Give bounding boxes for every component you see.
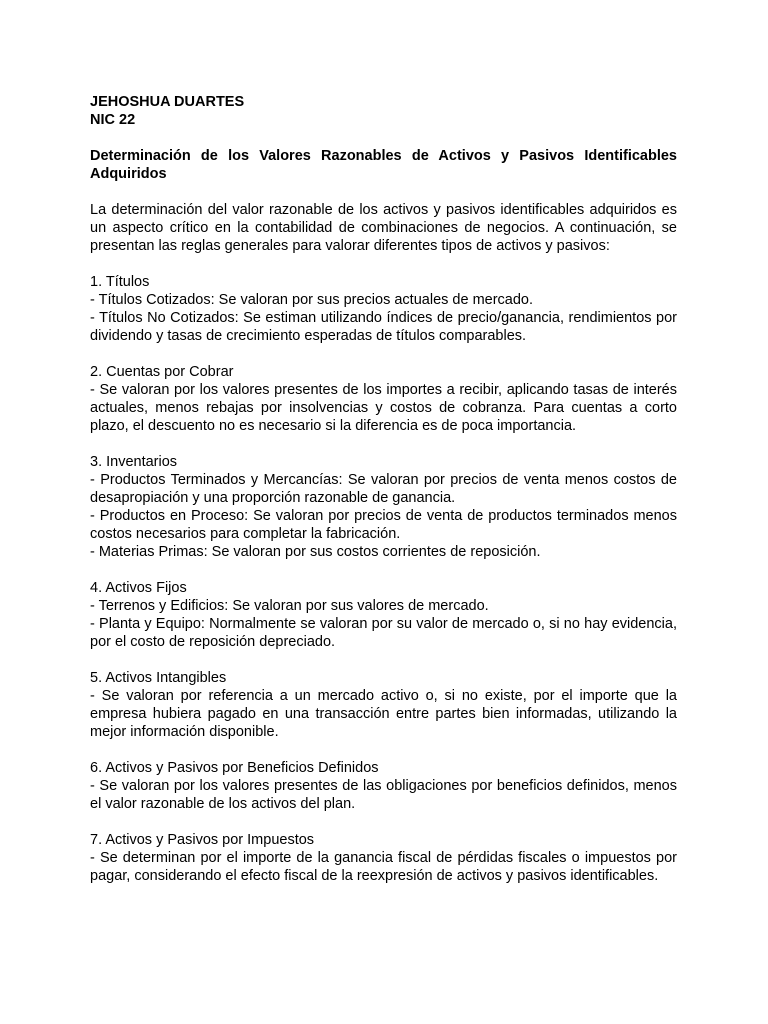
section-line: - Se valoran por los valores presentes de las obligaciones por beneficios definidos, menos el valor razonable de los activos del plan. — [90, 778, 677, 812]
section-activos-intangibles — [90, 669, 677, 741]
section-line: - Se valoran por referencia a un mercado activo o, si no existe, por el importe que la empresa hubiera pagado en una transacción entre partes bien informadas, utilizando la mejor información disponible. — [90, 688, 677, 740]
author-name: JEHOSHUA DUARTES — [90, 94, 245, 110]
section-line: - Productos Terminados y Mercancías: Se valoran por precios de venta menos costos de desapropiación y una proporción razonable de ganancia. — [90, 472, 677, 506]
document-header — [90, 93, 677, 129]
section-line: - Planta y Equipo: Normalmente se valoran por su valor de mercado o, si no hay evidencia, por el costo de reposición depreciado. — [90, 616, 677, 650]
standard-code: NIC 22 — [90, 112, 136, 128]
document-page — [90, 93, 677, 885]
section-line: - Productos en Proceso: Se valoran por precios de venta de productos terminados menos costos necesarios para completar la fabricación. — [90, 508, 677, 542]
document-title: Determinación de los Valores Razonables de Activos y Pasivos Identificables Adquiridos — [90, 148, 677, 182]
section-line: - Títulos No Cotizados: Se estiman utilizando índices de precio/ganancia, rendimientos por dividendo y tasas de crecimiento esperadas de títulos comparables. — [90, 310, 677, 344]
section-heading: 1. Títulos — [90, 274, 150, 290]
section-activos-fijos — [90, 579, 677, 651]
section-beneficios-definidos — [90, 759, 677, 813]
section-line: - Terrenos y Edificios: Se valoran por sus valores de mercado. — [90, 598, 489, 614]
section-heading: 6. Activos y Pasivos por Beneficios Definidos — [90, 760, 379, 776]
section-heading: 3. Inventarios — [90, 454, 178, 470]
section-heading: 4. Activos Fijos — [90, 580, 187, 596]
section-titulos — [90, 273, 677, 345]
section-heading: 5. Activos Intangibles — [90, 670, 227, 686]
section-line: - Se valoran por los valores presentes de los importes a recibir, aplicando tasas de interés actuales, menos rebajas por insolvencias y costos de cobranza. Para cuentas a corto plazo, el descuento no es necesario si la diferencia es de poca importancia. — [90, 382, 677, 434]
section-line: - Títulos Cotizados: Se valoran por sus precios actuales de mercado. — [90, 292, 534, 308]
section-heading: 2. Cuentas por Cobrar — [90, 364, 234, 380]
section-line: - Se determinan por el importe de la ganancia fiscal de pérdidas fiscales o impuestos por pagar, considerando el efecto fiscal de la reexpresión de activos y pasivos identificables. — [90, 850, 677, 884]
section-inventarios — [90, 453, 677, 561]
section-heading: 7. Activos y Pasivos por Impuestos — [90, 832, 315, 848]
section-cuentas-por-cobrar — [90, 363, 677, 435]
section-impuestos — [90, 831, 677, 885]
intro-paragraph: La determinación del valor razonable de los activos y pasivos identificables adquiridos es un aspecto crítico en la contabilidad de combinaciones de negocios. A continuación, se presentan las reglas generales para valorar diferentes tipos de activos y pasivos: — [90, 202, 677, 254]
section-line: - Materias Primas: Se valoran por sus costos corrientes de reposición. — [90, 544, 541, 560]
